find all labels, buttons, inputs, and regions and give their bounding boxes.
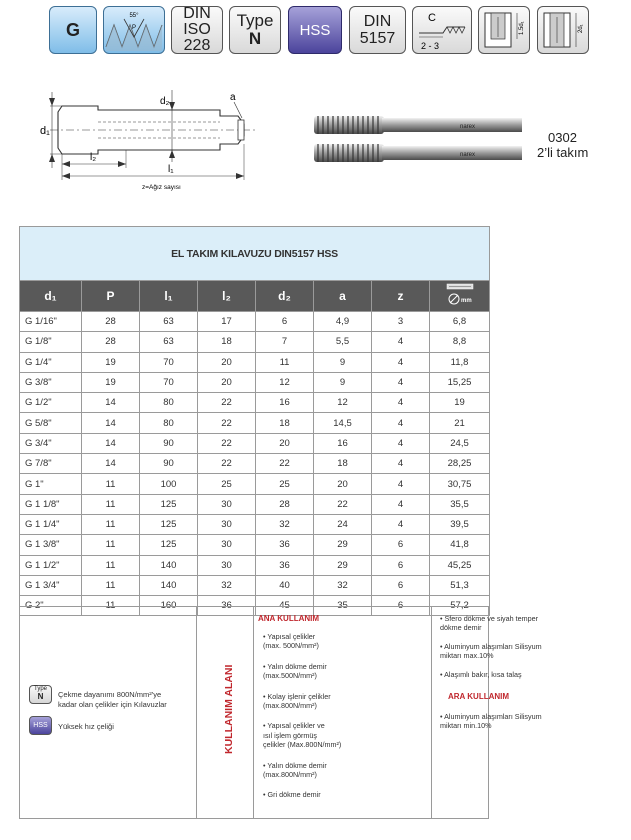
table-cell: 39,5 xyxy=(430,514,490,534)
usage-item-line: çelikler (Max.800N/mm²) xyxy=(263,740,342,750)
usage-item xyxy=(263,632,319,651)
table-cell: 9 xyxy=(314,352,372,372)
legend-hss-badge: HSS xyxy=(29,716,52,735)
table-cell: 14,5 xyxy=(314,413,372,433)
table-cell: 4 xyxy=(372,474,430,494)
table-cell: 30,75 xyxy=(430,474,490,494)
table-cell: 45,25 xyxy=(430,555,490,575)
usage-item xyxy=(440,614,538,633)
table-cell: 63 xyxy=(140,312,198,332)
tap-2-image xyxy=(314,144,522,162)
table-cell: 32 xyxy=(314,575,372,595)
brand-label-2: narex xyxy=(460,152,476,158)
table-cell: 80 xyxy=(140,393,198,413)
col-header-d1: d₁ xyxy=(20,281,82,312)
din-iso-line3: 228 xyxy=(183,37,211,54)
usage-item xyxy=(440,642,542,661)
table-cell: 25 xyxy=(198,474,256,494)
table-cell: 18 xyxy=(198,332,256,352)
thread-depth-2-badge xyxy=(537,6,589,54)
type-value: N xyxy=(248,29,262,48)
depth2-label: 2d₁ xyxy=(578,24,584,33)
din2-line1: DIN xyxy=(363,13,392,30)
table-cell: 28 xyxy=(82,312,140,332)
table-cell: 6 xyxy=(372,575,430,595)
table-cell: 20 xyxy=(198,372,256,392)
table-cell: 11 xyxy=(82,575,140,595)
table-cell: 19 xyxy=(82,352,140,372)
usage-item-line: • Kolay işlenir çelikler xyxy=(263,691,331,701)
table-cell: 4 xyxy=(372,413,430,433)
d1-label: d₁ xyxy=(40,125,50,137)
drill-icon xyxy=(443,282,477,308)
table-cell: G 1" xyxy=(20,474,82,494)
usage-item-line: miktarı min.10% xyxy=(440,721,492,731)
table-cell: G 1 1/4" xyxy=(20,514,82,534)
table-row xyxy=(20,535,490,555)
din-iso-line2: ISO xyxy=(183,21,211,38)
table-row xyxy=(20,494,490,514)
usage-item-line: • Yapısal çelikler ve xyxy=(263,721,325,731)
table-cell: 28 xyxy=(82,332,140,352)
table-cell: 70 xyxy=(140,352,198,372)
table-cell: G 1/16" xyxy=(20,312,82,332)
table-cell: G 1 1/2" xyxy=(20,555,82,575)
usage-item-line: miktarı max.10% xyxy=(440,651,494,661)
table-cell: G 1 3/8" xyxy=(20,535,82,555)
chamfer-c-label: C xyxy=(428,12,436,24)
table-cell: 36 xyxy=(256,555,314,575)
table-cell: 16 xyxy=(256,393,314,413)
table-cell: 22 xyxy=(198,454,256,474)
thread-pitch-label: P xyxy=(131,25,137,31)
blind-hole-icon xyxy=(479,7,529,53)
table-cell: 8,8 xyxy=(430,332,490,352)
table-cell: 11 xyxy=(82,555,140,575)
table-cell: 22 xyxy=(256,454,314,474)
col-header-drill xyxy=(430,281,490,312)
table-cell: 4 xyxy=(372,433,430,453)
table-cell: 6 xyxy=(372,555,430,575)
table-title: EL TAKIM KILAVUZU DIN5157 HSS xyxy=(20,227,490,281)
table-cell: 36 xyxy=(256,535,314,555)
table-cell: 28,25 xyxy=(430,454,490,474)
table-cell: 20 xyxy=(256,433,314,453)
table-row xyxy=(20,372,490,392)
thread-profile-badge xyxy=(103,6,165,54)
l2-label: l₂ xyxy=(90,152,97,163)
table-cell: 17 xyxy=(198,312,256,332)
col-header-p: P xyxy=(82,281,140,312)
table-cell: 51,3 xyxy=(430,575,490,595)
table-cell: 32 xyxy=(256,514,314,534)
table-cell: 45 xyxy=(256,596,314,616)
table-cell: 18 xyxy=(256,413,314,433)
table-cell: 11,8 xyxy=(430,352,490,372)
table-cell: 11 xyxy=(82,474,140,494)
table-cell: 5,5 xyxy=(314,332,372,352)
table-cell: 18 xyxy=(314,454,372,474)
table-cell: 12 xyxy=(314,393,372,413)
table-cell: 80 xyxy=(140,413,198,433)
drill-mm-label: mm xyxy=(460,297,472,304)
table-cell: 11 xyxy=(256,352,314,372)
legend-type-badge: Type N xyxy=(29,685,52,704)
col-header-l2: l₂ xyxy=(198,281,256,312)
table-cell: 22 xyxy=(198,413,256,433)
table-cell: 160 xyxy=(140,596,198,616)
table-cell: 20 xyxy=(198,352,256,372)
svg-text:KULLANIM ALANI: KULLANIM ALANI xyxy=(223,664,235,754)
table-cell: 30 xyxy=(198,535,256,555)
col-header-d2: d₂ xyxy=(256,281,314,312)
through-hole-icon xyxy=(538,7,588,53)
type-label: Type xyxy=(236,11,274,30)
table-cell: 7 xyxy=(256,332,314,352)
table-cell: 4 xyxy=(372,332,430,352)
depth1-label: 1.5d₁ xyxy=(519,21,525,35)
usage-item-line: (max. 500N/mm²) xyxy=(263,641,319,651)
table-cell: 4 xyxy=(372,352,430,372)
table-cell: 28 xyxy=(256,494,314,514)
table-row xyxy=(20,413,490,433)
usage-item xyxy=(263,761,327,780)
table-cell: 11 xyxy=(82,535,140,555)
table-cell: 24 xyxy=(314,514,372,534)
table-cell: 25 xyxy=(256,474,314,494)
table-cell: G 3/4" xyxy=(20,433,82,453)
table-cell: 63 xyxy=(140,332,198,352)
table-cell: 14 xyxy=(82,393,140,413)
table-cell: 6 xyxy=(372,535,430,555)
usage-item xyxy=(263,790,321,799)
din-5157-badge xyxy=(349,6,406,54)
table-row xyxy=(20,555,490,575)
brand-label-1: narex xyxy=(460,124,476,130)
table-cell: 35,5 xyxy=(430,494,490,514)
tap-1-image xyxy=(314,116,522,134)
table-row xyxy=(20,393,490,413)
usage-item xyxy=(263,692,331,711)
din2-line2: 5157 xyxy=(359,30,396,47)
table-cell: 140 xyxy=(140,555,198,575)
table-cell: 22 xyxy=(198,393,256,413)
table-header-row xyxy=(20,281,490,312)
table-cell: 90 xyxy=(140,433,198,453)
d2-label: d₂ xyxy=(160,96,170,107)
din-iso-badge xyxy=(171,6,223,54)
table-cell: 6,8 xyxy=(430,312,490,332)
usage-item xyxy=(263,662,327,681)
table-cell: 3 xyxy=(372,312,430,332)
table-row xyxy=(20,575,490,595)
usage-item-line: (max.500N/mm²) xyxy=(263,671,317,681)
table-cell: 4,9 xyxy=(314,312,372,332)
table-cell: 29 xyxy=(314,535,372,555)
table-cell: 9 xyxy=(314,372,372,392)
usage-item xyxy=(263,721,341,749)
table-cell: 32 xyxy=(198,575,256,595)
usage-item-line: • Aluminyum alaşımları Silisyum xyxy=(440,641,542,651)
table-cell: 30 xyxy=(198,555,256,575)
legend-type-text: Çekme dayanımı 800N/mm²'ye kadar olan çelikler için Kılavuzlar xyxy=(58,690,167,709)
product-photo xyxy=(310,110,530,170)
table-cell: 125 xyxy=(140,535,198,555)
table-cell: 125 xyxy=(140,514,198,534)
table-cell: G 1/2" xyxy=(20,393,82,413)
product-set: 2’li takım xyxy=(537,145,589,160)
table-cell: 4 xyxy=(372,514,430,534)
product-number: 0302 xyxy=(548,130,577,145)
usage-item-line: • Yalın dökme demir xyxy=(263,661,327,671)
table-cell: G 1/4" xyxy=(20,352,82,372)
table-cell: G 3/8" xyxy=(20,372,82,392)
table-cell: 125 xyxy=(140,494,198,514)
usage-item-line: (max.800N/mm²) xyxy=(263,770,317,779)
legend-hss-text: Yüksek hız çeliği xyxy=(58,722,114,731)
ara-usage-title: ARA KULLANIM xyxy=(448,692,510,701)
table-cell: G 1 3/4" xyxy=(20,575,82,595)
usage-item-line: • Yapısal çelikler xyxy=(263,632,316,641)
usage-item-line: • Aluminyum alaşımları Silisyum xyxy=(440,712,542,721)
table-cell: 20 xyxy=(314,474,372,494)
table-cell: 30 xyxy=(198,514,256,534)
usage-item-line: (max.800N/mm²) xyxy=(263,701,317,710)
tap-technical-drawing xyxy=(30,82,270,192)
table-cell: 19 xyxy=(430,393,490,413)
table-cell: 140 xyxy=(140,575,198,595)
l1-label: l₁ xyxy=(168,164,174,175)
usage-item-line: ısıl işlem görmüş xyxy=(263,730,317,740)
usage-item-line: dökme demir xyxy=(440,623,482,633)
chamfer-icon xyxy=(413,7,471,53)
chamfer-range-label: 2 - 3 xyxy=(421,41,440,51)
table-cell: 70 xyxy=(140,372,198,392)
table-cell: 29 xyxy=(314,555,372,575)
col-header-l1: l₁ xyxy=(140,281,198,312)
table-cell: 100 xyxy=(140,474,198,494)
chamfer-badge xyxy=(412,6,472,54)
table-cell: 11 xyxy=(82,514,140,534)
table-cell: 6 xyxy=(372,596,430,616)
table-cell: 16 xyxy=(314,433,372,453)
col-header-a: a xyxy=(314,281,372,312)
hss-badge: HSS xyxy=(288,6,342,54)
table-cell: G 1/8" xyxy=(20,332,82,352)
thread-angle-label: 55° xyxy=(129,13,139,19)
table-cell: 4 xyxy=(372,454,430,474)
table-cell: 19 xyxy=(82,372,140,392)
table-cell: 24,5 xyxy=(430,433,490,453)
table-row xyxy=(20,332,490,352)
table-cell: 22 xyxy=(198,433,256,453)
table-cell: 14 xyxy=(82,433,140,453)
table-cell: 4 xyxy=(372,372,430,392)
table-cell: 12 xyxy=(256,372,314,392)
usage-item xyxy=(440,670,522,679)
usage-item xyxy=(440,712,542,731)
table-cell: 35 xyxy=(314,596,372,616)
usage-panel xyxy=(19,606,489,819)
table-cell: 4 xyxy=(372,494,430,514)
table-row xyxy=(20,474,490,494)
thread-profile-icon xyxy=(104,7,164,53)
table-cell: 40 xyxy=(256,575,314,595)
table-row xyxy=(20,352,490,372)
usage-item-line: • Gri dökme demir xyxy=(263,790,321,800)
table-cell: 15,25 xyxy=(430,372,490,392)
table-cell: 90 xyxy=(140,454,198,474)
z-note: z=Ağız sayısı xyxy=(142,184,181,191)
usage-item-line: • Alaşımlı bakır, kısa talaş xyxy=(440,669,522,679)
table-cell: 22 xyxy=(314,494,372,514)
table-cell: 14 xyxy=(82,413,140,433)
table-cell: 21 xyxy=(430,413,490,433)
table-cell: 36 xyxy=(198,596,256,616)
table-cell: 11 xyxy=(82,494,140,514)
table-row xyxy=(20,433,490,453)
tap-spec-table xyxy=(19,226,490,616)
table-cell: G 5/8" xyxy=(20,413,82,433)
table-cell: G 2" xyxy=(20,596,82,616)
table-cell: G 1 1/8" xyxy=(20,494,82,514)
table-row xyxy=(20,454,490,474)
table-cell: 6 xyxy=(256,312,314,332)
table-row xyxy=(20,514,490,534)
usage-item-line: • Sfero dökme ve siyah temper xyxy=(440,614,538,623)
thread-g-badge: G xyxy=(49,6,97,54)
table-cell: 4 xyxy=(372,393,430,413)
table-cell: 14 xyxy=(82,454,140,474)
din-iso-line1: DIN xyxy=(183,5,211,22)
table-cell: 57,2 xyxy=(430,596,490,616)
table-cell: 30 xyxy=(198,494,256,514)
usage-item-line: • Yalın dökme demir xyxy=(263,760,327,770)
table-row xyxy=(20,312,490,332)
thread-depth-1-badge xyxy=(478,6,530,54)
ana-usage-title: ANA KULLANIM xyxy=(258,614,320,623)
type-n-badge xyxy=(229,6,281,54)
table-cell: 11 xyxy=(82,596,140,616)
usage-vertical-title xyxy=(218,624,238,804)
table-cell: G 7/8" xyxy=(20,454,82,474)
col-header-z: z xyxy=(372,281,430,312)
table-cell: 41,8 xyxy=(430,535,490,555)
a-label: a xyxy=(230,92,236,103)
